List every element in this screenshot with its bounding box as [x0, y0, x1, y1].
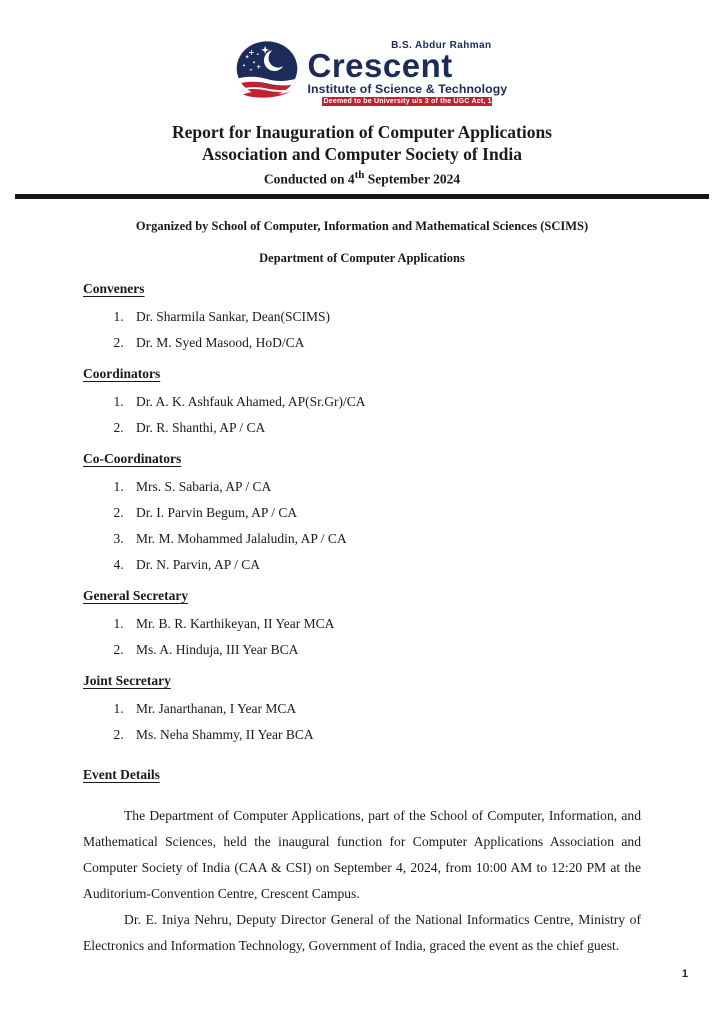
conducted-prefix: Conducted on 4 — [263, 171, 355, 187]
document-body — [0, 219, 724, 959]
event-paragraph: The Department of Computer Applications, part of the School of Computer, Information, and Mathematical Sciences, held the inaugural function for Computer Applications Association and Computer Society of India (CAA & CSI) on September 4, 2024, from 10:00 AM to 12:20 PM at the Auditorium-Convention Centre, Crescent Campus. — [83, 807, 641, 901]
crescent-moon-emblem-icon — [233, 40, 301, 102]
conducted-ordinal-suffix: th — [354, 169, 365, 182]
section-heading: Coordinators — [83, 365, 161, 381]
section-member-list — [83, 309, 641, 351]
list-item: 2. Dr. R. Shanthi, AP / CA — [127, 420, 641, 436]
logo-text — [307, 40, 508, 106]
list-item: 2. Dr. I. Parvin Begum, AP / CA — [127, 505, 641, 521]
section-heading: Co-Coordinators — [83, 450, 182, 466]
section-member-list — [83, 701, 641, 743]
event-paragraphs — [83, 803, 641, 959]
report-title-line1: Report for Inauguration of Computer Applications — [171, 122, 552, 143]
logo-owner-name: B.S. Abdur Rahman — [391, 40, 492, 51]
section-heading: Joint Secretary — [83, 672, 171, 688]
list-item: 1. Mr. Janarthanan, I Year MCA — [127, 701, 641, 717]
list-item: 2. Dr. M. Syed Masood, HoD/CA — [127, 335, 641, 351]
section-heading: Conveners — [83, 280, 145, 296]
list-item: 4. Dr. N. Parvin, AP / CA — [127, 557, 641, 573]
list-item: 2. Ms. A. Hinduja, III Year BCA — [127, 642, 641, 658]
section-heading: General Secretary — [83, 587, 189, 603]
sections — [83, 281, 641, 743]
section-member-list — [83, 394, 641, 436]
logo-institution-subtitle: Institute of Science & Technology — [307, 82, 508, 97]
organizer-school-line: Organized by School of Computer, Information and Mathematical Sciences (SCIMS) — [135, 218, 589, 233]
list-item: 1. Dr. A. K. Ashfauk Ahamed, AP(Sr.Gr)/CA — [127, 394, 641, 410]
title-divider-rule — [15, 194, 709, 199]
event-details-heading: Event Details — [83, 766, 160, 782]
organizer-department-line: Department of Computer Applications — [259, 250, 465, 265]
institution-logo — [0, 0, 724, 106]
report-title-line2: Association and Computer Society of India — [201, 144, 523, 165]
event-paragraph: Dr. E. Iniya Nehru, Deputy Director General of the National Informatics Centre, Ministry of Electronics and Information Technology, Government of India, graced the event as the chief guest. — [83, 911, 641, 953]
list-item: 2. Ms. Neha Shammy, II Year BCA — [127, 727, 641, 743]
logo-deemed-university-tagline: Deemed to be University u/s 3 of the UGC Act, 1956 — [323, 98, 505, 106]
event-details-section — [83, 767, 641, 959]
list-item: 1. Mrs. S. Sabaria, AP / CA — [127, 479, 641, 495]
section-member-list — [83, 616, 641, 658]
report-title — [0, 121, 724, 165]
conducted-suffix: September 2024 — [364, 171, 461, 187]
conducted-date-line — [0, 169, 724, 188]
page-number: 1 — [681, 968, 688, 980]
list-item: 1. Mr. B. R. Karthikeyan, II Year MCA — [127, 616, 641, 632]
section-member-list — [83, 479, 641, 573]
list-item: 1. Dr. Sharmila Sankar, Dean(SCIMS) — [127, 309, 641, 325]
logo-institution-name: Crescent — [307, 47, 453, 84]
list-item: 3. Mr. M. Mohammed Jalaludin, AP / CA — [127, 531, 641, 547]
